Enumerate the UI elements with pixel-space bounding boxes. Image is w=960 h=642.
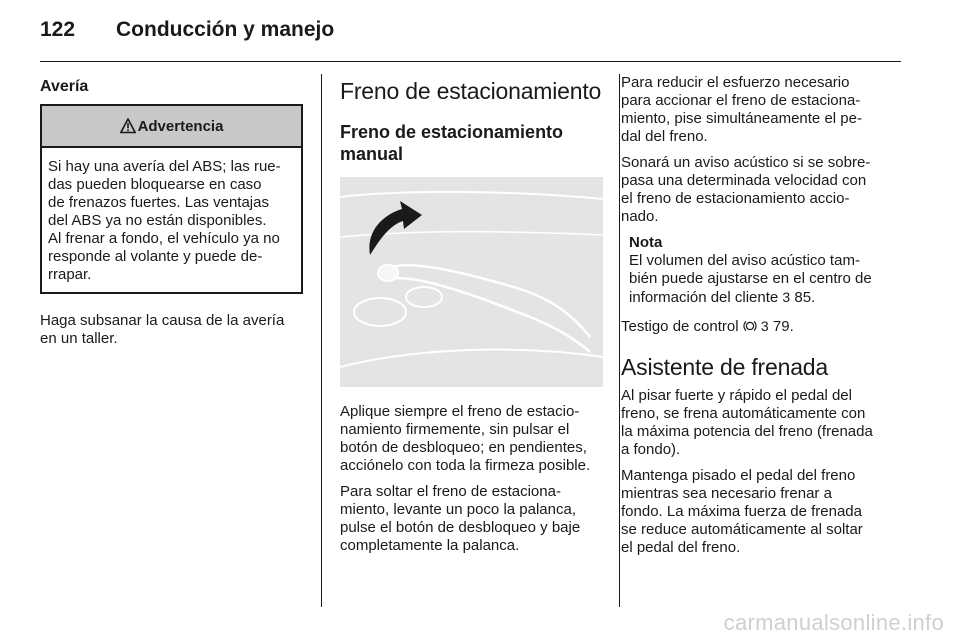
subheading-manual-brake — [340, 121, 603, 165]
text-line: acciónelo con toda la firmeza posible. — [340, 457, 591, 474]
text-line: responde al volante y puede de- — [48, 248, 263, 265]
body-paragraph — [340, 403, 603, 475]
text-line: mientras sea necesario frenar a — [621, 485, 832, 502]
warning-box — [40, 104, 303, 294]
text-line: manual — [340, 144, 404, 164]
text-line: namiento firmemente, sin pulsar el — [340, 421, 570, 438]
text-line: de frenazos fuertes. Las ventajas — [48, 194, 269, 211]
warning-text — [42, 148, 301, 292]
text-line: Mantenga pisado el pedal del freno — [621, 467, 856, 484]
page-ref-link[interactable]: 79. — [772, 318, 794, 335]
text-line: miento, pise simultáneamente el pe- — [621, 110, 862, 127]
text-line: nado. — [621, 208, 659, 225]
text-line: Haga subsanar la causa de la avería — [40, 312, 285, 329]
note-label: Nota — [629, 234, 663, 251]
text-line: para accionar el freno de estaciona- — [621, 92, 861, 109]
warning-header — [42, 106, 301, 148]
page-number: 122 — [40, 18, 76, 41]
note-ref-text: información del cliente — [629, 289, 779, 306]
column-divider — [619, 74, 620, 607]
text-line: Al pisar fuerte y rápido el pedal del — [621, 387, 852, 404]
text-line: botón de desbloqueo; en pendientes, — [340, 439, 587, 456]
text-line: Sonará un aviso acústico si se sobre- — [621, 154, 871, 171]
body-paragraph — [621, 387, 903, 459]
text-line: completamente la palanca. — [340, 537, 520, 554]
column-right — [621, 74, 903, 565]
text-line: Al frenar a fondo, el vehículo ya no — [48, 230, 280, 247]
section-title-averia: Avería — [40, 78, 89, 95]
column-divider — [321, 74, 322, 607]
page-ref-link[interactable]: 85. — [794, 289, 816, 306]
text-line: el freno de estacionamiento accio- — [621, 190, 850, 207]
page-header — [40, 18, 334, 48]
parking-brake-lever-illustration — [340, 177, 603, 387]
body-paragraph — [621, 467, 903, 557]
header-rule — [40, 61, 901, 62]
parking-brake-warning-icon — [743, 319, 757, 333]
column-middle — [340, 74, 603, 563]
warning-triangle-icon — [120, 118, 136, 134]
text-line: das pueden bloquearse en caso — [48, 176, 262, 193]
text-line: pasa una determinada velocidad con — [621, 172, 867, 189]
text-line: Aplique siempre el freno de estacio- — [340, 403, 580, 420]
page-ref-arrow-icon: 3 — [782, 289, 791, 305]
text-line: el pedal del freno. — [621, 539, 741, 556]
text-line: en un taller. — [40, 330, 118, 347]
control-indicator-line — [621, 317, 903, 336]
text-line: dal del freno. — [621, 128, 708, 145]
text-line: rrapar. — [48, 266, 92, 283]
body-paragraph — [621, 74, 903, 146]
text-line: Para reducir el esfuerzo necesario — [621, 74, 850, 91]
text-line: Si hay una avería del ABS; las rue- — [48, 158, 281, 175]
text-line: la máxima potencia del freno (frenada — [621, 423, 873, 440]
text-line: pulse el botón de desbloqueo y baje — [340, 519, 581, 536]
body-paragraph — [621, 154, 903, 226]
body-paragraph — [40, 312, 303, 348]
note-block — [629, 234, 903, 307]
text-line: a fondo). — [621, 441, 681, 458]
text-line: El volumen del aviso acústico tam- — [629, 252, 860, 269]
text-line: se reduce automáticamente al soltar — [621, 521, 863, 538]
chapter-title: Conducción y manejo — [116, 18, 335, 41]
warning-title: Advertencia — [137, 117, 224, 135]
text-line: bién puede ajustarse en el centro de — [629, 270, 872, 287]
text-line: Para soltar el freno de estaciona- — [340, 483, 561, 500]
control-indicator-text: Testigo de control — [621, 318, 739, 335]
text-line — [629, 288, 903, 307]
heading-brake-assist: Asistente de frenada — [621, 354, 828, 380]
text-line: fondo. La máxima fuerza de frenada — [621, 503, 862, 520]
text-line: Freno de estacionamiento — [340, 122, 564, 142]
text-line: del ABS ya no están disponibles. — [48, 212, 267, 229]
text-line: freno, se frena automáticamente con — [621, 405, 866, 422]
heading-parking-brake: Freno de estacionamiento — [340, 78, 602, 104]
body-paragraph — [340, 483, 603, 555]
column-left — [40, 74, 303, 356]
page-ref-arrow-icon: 3 — [760, 318, 769, 334]
text-line: miento, levante un poco la palanca, — [340, 501, 576, 518]
watermark: carmanualsonline.info — [723, 610, 944, 635]
